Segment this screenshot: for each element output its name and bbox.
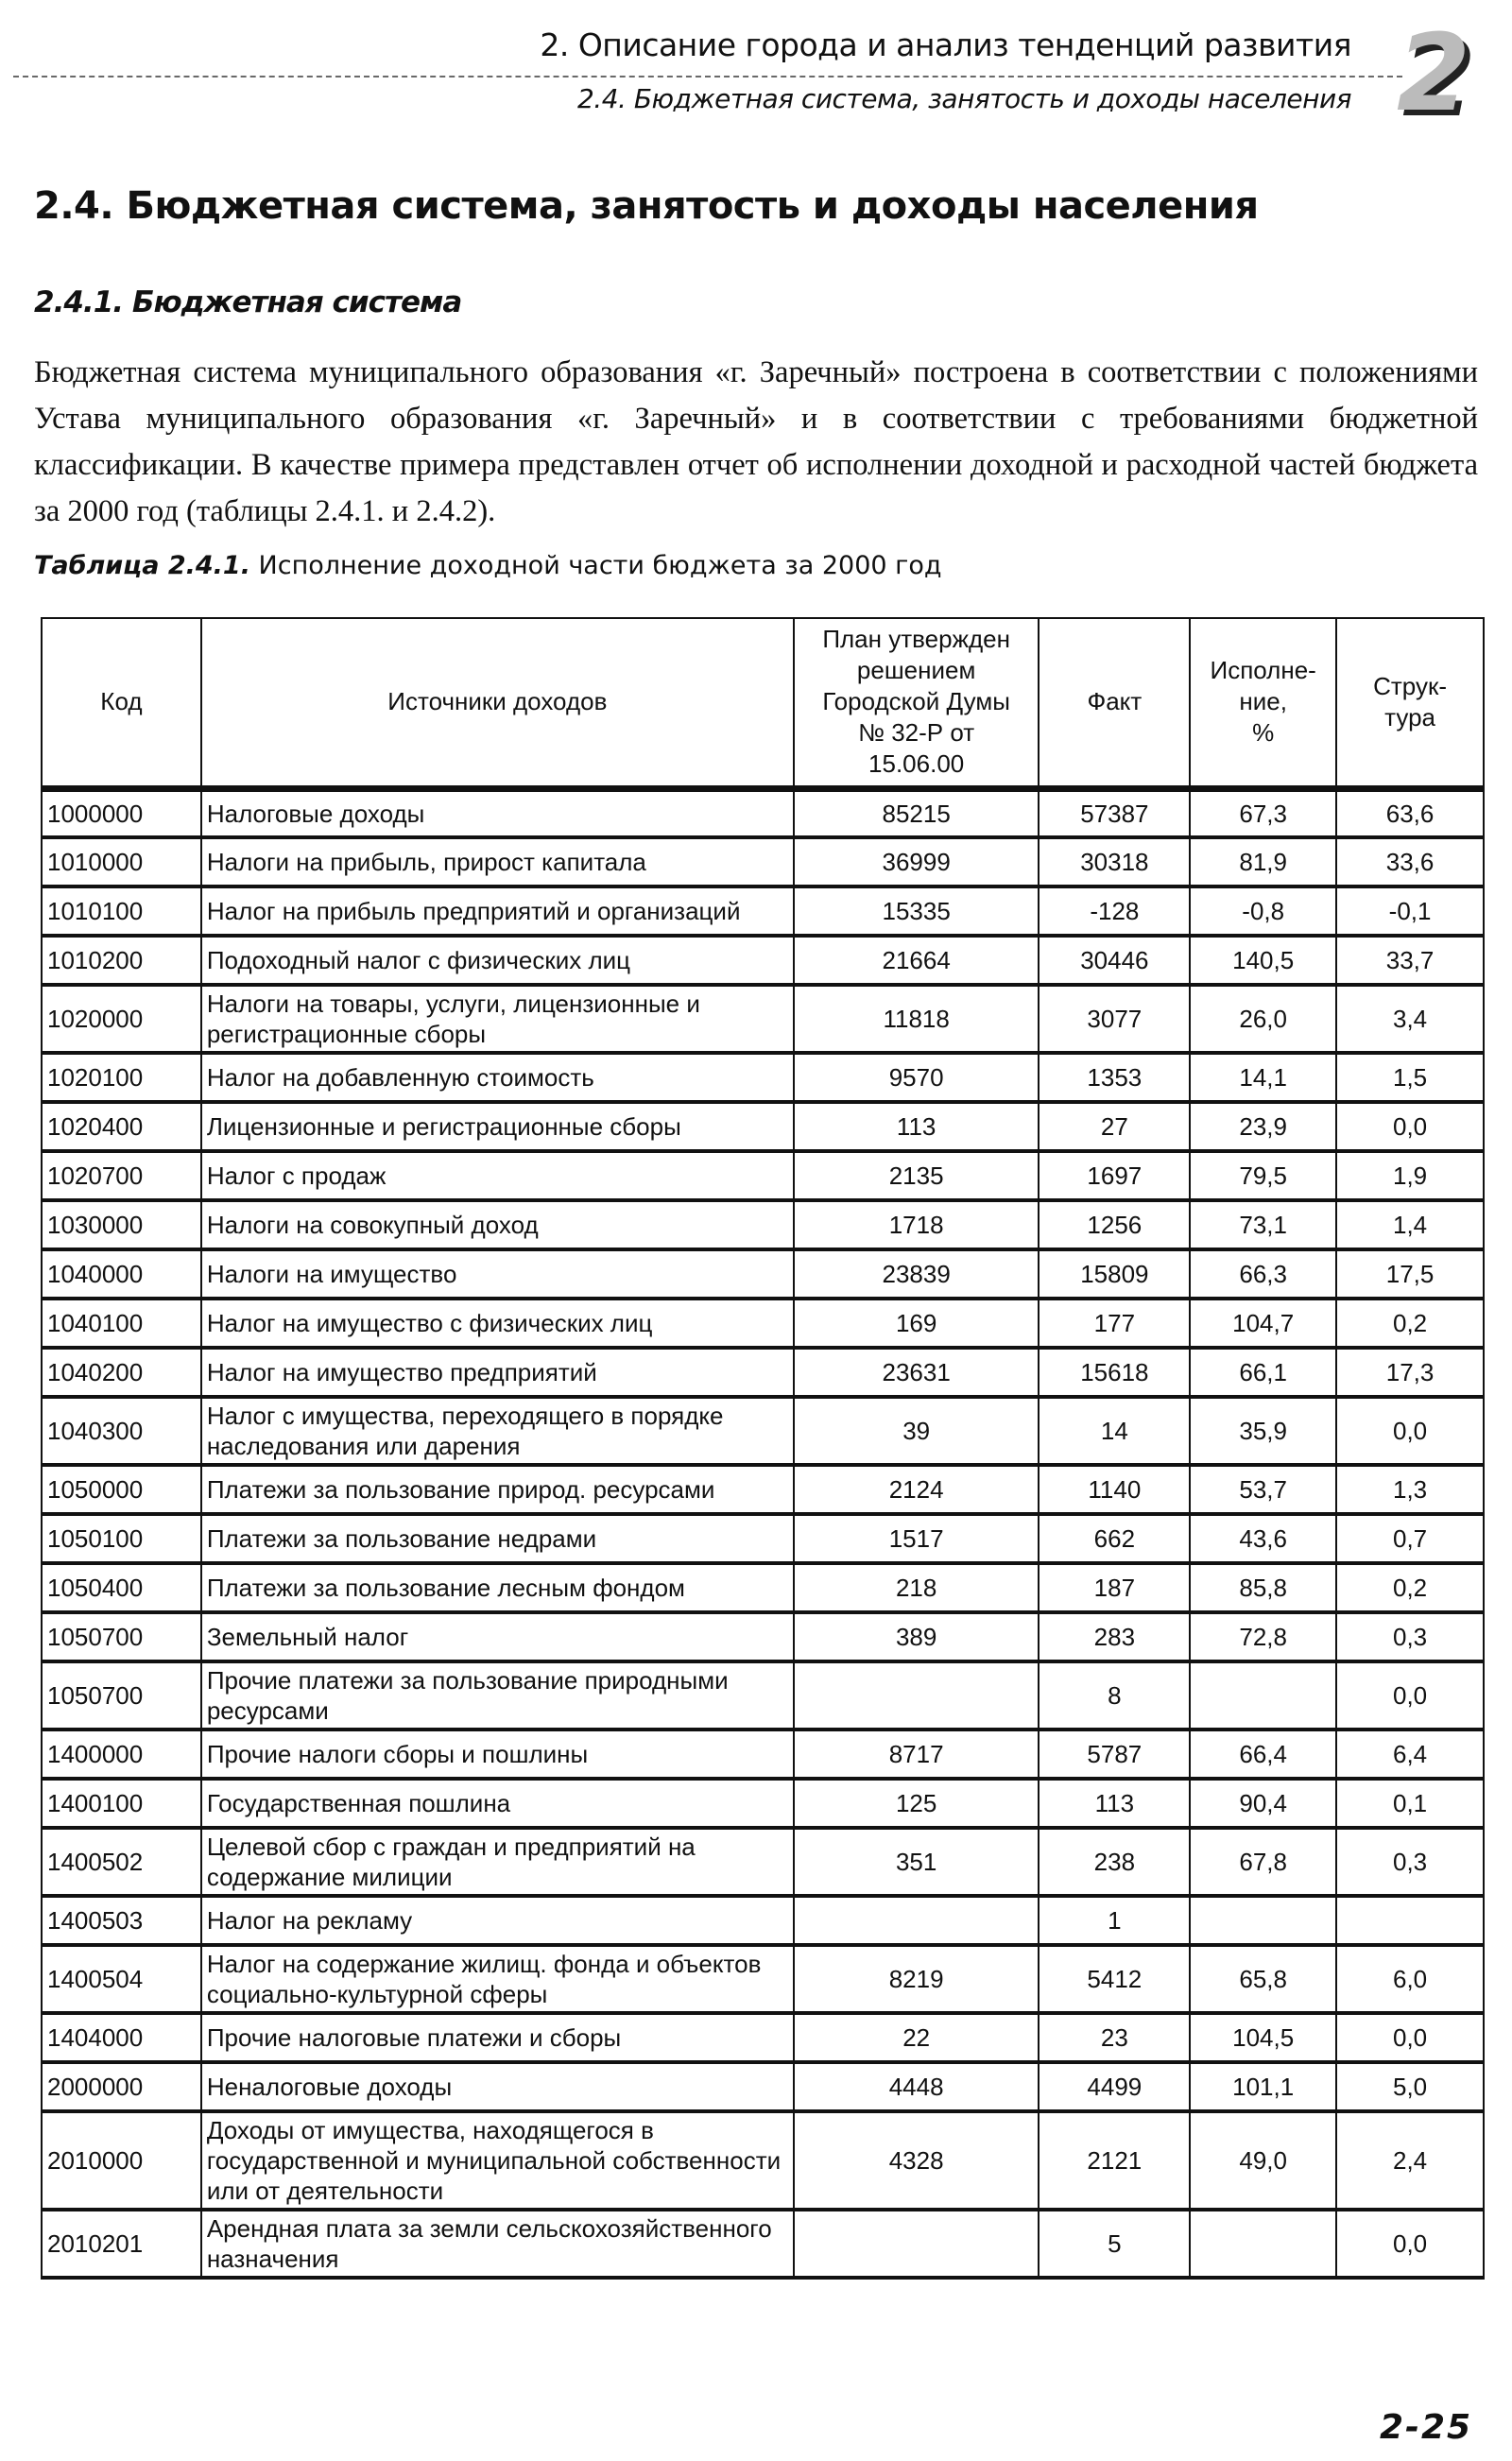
cell-fact: 1256 [1039, 1200, 1190, 1249]
table-row [42, 1151, 1484, 1200]
cell-code: 2010201 [42, 2210, 201, 2278]
cell-structure: 5,0 [1336, 2062, 1484, 2111]
cell-fact: 4499 [1039, 2062, 1190, 2111]
cell-code: 1400504 [42, 1945, 201, 2013]
table-row [42, 1053, 1484, 1102]
cell-execution: 140,5 [1190, 936, 1336, 985]
cell-fact: 2121 [1039, 2111, 1190, 2210]
cell-execution: -0,8 [1190, 886, 1336, 936]
cell-source: Лицензионные и регистрационные сборы [201, 1102, 794, 1151]
cell-plan [794, 1661, 1040, 1730]
cell-fact: 30446 [1039, 936, 1190, 985]
header-fact: Факт [1039, 618, 1190, 788]
cell-source: Подоходный налог с физических лиц [201, 936, 794, 985]
cell-execution: 66,1 [1190, 1348, 1336, 1397]
cell-source: Прочие платежи за пользование природными ресурсами [201, 1661, 794, 1730]
table-row [42, 837, 1484, 886]
cell-fact: 14 [1039, 1397, 1190, 1465]
cell-fact: 1 [1039, 1896, 1190, 1945]
cell-execution: 90,4 [1190, 1779, 1336, 1828]
cell-plan: 351 [794, 1828, 1040, 1896]
cell-fact: 113 [1039, 1779, 1190, 1828]
cell-fact: 1353 [1039, 1053, 1190, 1102]
cell-code: 1400100 [42, 1779, 201, 1828]
cell-execution: 23,9 [1190, 1102, 1336, 1151]
table-row [42, 1896, 1484, 1945]
budget-income-table [41, 617, 1485, 2280]
cell-code: 1400502 [42, 1828, 201, 1896]
running-head-divider [13, 76, 1402, 77]
cell-code: 1020100 [42, 1053, 201, 1102]
cell-plan: 113 [794, 1102, 1040, 1151]
table-row [42, 1828, 1484, 1896]
cell-source: Неналоговые доходы [201, 2062, 794, 2111]
cell-code: 1040300 [42, 1397, 201, 1465]
cell-plan: 4448 [794, 2062, 1040, 2111]
cell-source: Налог на содержание жилищ. фонда и объектов социально-культурной сферы [201, 1945, 794, 2013]
cell-source: Налог на добавленную стоимость [201, 1053, 794, 1102]
cell-structure: 63,6 [1336, 788, 1484, 837]
cell-plan: 15335 [794, 886, 1040, 936]
cell-structure: 3,4 [1336, 985, 1484, 1053]
cell-source: Налог с имущества, переходящего в порядке наследования или дарения [201, 1397, 794, 1465]
cell-execution: 49,0 [1190, 2111, 1336, 2210]
cell-source: Платежи за пользование природ. ресурсами [201, 1465, 794, 1514]
cell-fact: 1140 [1039, 1465, 1190, 1514]
table-caption-label: Таблица 2.4.1. [34, 551, 250, 580]
cell-execution: 65,8 [1190, 1945, 1336, 2013]
cell-plan: 2124 [794, 1465, 1040, 1514]
cell-source: Налоги на имущество [201, 1249, 794, 1299]
cell-plan: 21664 [794, 936, 1040, 985]
cell-code: 1050700 [42, 1612, 201, 1661]
cell-execution: 66,3 [1190, 1249, 1336, 1299]
cell-structure: 33,7 [1336, 936, 1484, 985]
cell-plan: 4328 [794, 2111, 1040, 2210]
cell-code: 1050100 [42, 1514, 201, 1563]
cell-plan: 36999 [794, 837, 1040, 886]
cell-structure [1336, 1896, 1484, 1945]
table-row [42, 1299, 1484, 1348]
cell-structure: 0,0 [1336, 1102, 1484, 1151]
cell-execution: 81,9 [1190, 837, 1336, 886]
table-row [42, 1348, 1484, 1397]
cell-fact: 23 [1039, 2013, 1190, 2062]
table-row [42, 2062, 1484, 2111]
cell-plan: 8717 [794, 1730, 1040, 1779]
cell-plan: 85215 [794, 788, 1040, 837]
chapter-number-badge-icon: 2 [1397, 12, 1470, 135]
cell-source: Прочие налоговые платежи и сборы [201, 2013, 794, 2062]
table-row [42, 985, 1484, 1053]
table-row [42, 936, 1484, 985]
cell-structure: 6,4 [1336, 1730, 1484, 1779]
cell-source: Арендная плата за земли сельскохозяйственного назначения [201, 2210, 794, 2278]
cell-source: Налоги на прибыль, прирост капитала [201, 837, 794, 886]
table-row [42, 1102, 1484, 1151]
table-row [42, 1945, 1484, 2013]
cell-structure: 1,9 [1336, 1151, 1484, 1200]
cell-execution [1190, 1661, 1336, 1730]
cell-code: 2010000 [42, 2111, 201, 2210]
cell-source: Доходы от имущества, находящегося в государственной и муниципальной собственности или от деятельности [201, 2111, 794, 2210]
cell-execution: 85,8 [1190, 1563, 1336, 1612]
subsection-title: 2.4.1. Бюджетная система [34, 285, 462, 319]
cell-execution: 104,7 [1190, 1299, 1336, 1348]
cell-structure: 0,0 [1336, 2013, 1484, 2062]
cell-fact: 8 [1039, 1661, 1190, 1730]
cell-fact: 187 [1039, 1563, 1190, 1612]
cell-fact: 283 [1039, 1612, 1190, 1661]
cell-structure: 0,3 [1336, 1828, 1484, 1896]
cell-source: Налог на прибыль предприятий и организаций [201, 886, 794, 936]
table-row [42, 1779, 1484, 1828]
cell-execution [1190, 1896, 1336, 1945]
cell-structure: 0,2 [1336, 1563, 1484, 1612]
cell-code: 2000000 [42, 2062, 201, 2111]
cell-source: Платежи за пользование недрами [201, 1514, 794, 1563]
table-row [42, 788, 1484, 837]
cell-structure: 17,5 [1336, 1249, 1484, 1299]
cell-plan: 169 [794, 1299, 1040, 1348]
table-header-row [42, 618, 1484, 788]
header-plan: План утвержден решением Городской Думы № 32-Р от 15.06.00 [794, 618, 1040, 788]
cell-execution: 79,5 [1190, 1151, 1336, 1200]
header-source: Источники доходов [201, 618, 794, 788]
cell-plan: 2135 [794, 1151, 1040, 1200]
table-row [42, 1563, 1484, 1612]
cell-fact: 1697 [1039, 1151, 1190, 1200]
cell-plan: 23839 [794, 1249, 1040, 1299]
cell-execution: 35,9 [1190, 1397, 1336, 1465]
cell-source: Государственная пошлина [201, 1779, 794, 1828]
cell-code: 1040200 [42, 1348, 201, 1397]
cell-structure: 0,2 [1336, 1299, 1484, 1348]
cell-source: Налог на имущество с физических лиц [201, 1299, 794, 1348]
cell-plan: 39 [794, 1397, 1040, 1465]
running-head-section: 2.4. Бюджетная система, занятость и доходы населения [576, 83, 1351, 114]
cell-plan: 1517 [794, 1514, 1040, 1563]
cell-source: Земельный налог [201, 1612, 794, 1661]
cell-plan: 8219 [794, 1945, 1040, 2013]
cell-plan: 11818 [794, 985, 1040, 1053]
cell-code: 1050000 [42, 1465, 201, 1514]
cell-execution [1190, 2210, 1336, 2278]
cell-source: Налог на имущество предприятий [201, 1348, 794, 1397]
cell-fact: 238 [1039, 1828, 1190, 1896]
header-code: Код [42, 618, 201, 788]
table-row [42, 2111, 1484, 2210]
table-row [42, 2013, 1484, 2062]
cell-source: Налог с продаж [201, 1151, 794, 1200]
cell-execution: 66,4 [1190, 1730, 1336, 1779]
cell-execution: 67,8 [1190, 1828, 1336, 1896]
cell-source: Платежи за пользование лесным фондом [201, 1563, 794, 1612]
cell-structure: 2,4 [1336, 2111, 1484, 2210]
table-row [42, 1612, 1484, 1661]
body-paragraph: Бюджетная система муниципального образования «г. Заречный» построена в соответствии с положениями Устава муниципального образования «г. Заречный» и в соответствии с требованиями бюджетной классификации. В качестве примера представлен отчет об исполнении доходной и расходной частей бюджета за 2000 год (таблицы 2.4.1. и 2.4.2). [34, 355, 1478, 528]
cell-code: 1030000 [42, 1200, 201, 1249]
table-row [42, 1249, 1484, 1299]
cell-structure: 0,1 [1336, 1779, 1484, 1828]
cell-code: 1040100 [42, 1299, 201, 1348]
cell-code: 1020400 [42, 1102, 201, 1151]
running-head-chapter: 2. Описание города и анализ тенденций развития [540, 26, 1351, 63]
cell-code: 1050700 [42, 1661, 201, 1730]
table-body [42, 788, 1484, 2278]
cell-fact: 57387 [1039, 788, 1190, 837]
cell-execution: 14,1 [1190, 1053, 1336, 1102]
cell-execution: 26,0 [1190, 985, 1336, 1053]
cell-fact: 15618 [1039, 1348, 1190, 1397]
cell-source: Налоги на совокупный доход [201, 1200, 794, 1249]
cell-execution: 67,3 [1190, 788, 1336, 837]
cell-execution: 53,7 [1190, 1465, 1336, 1514]
cell-fact: 5787 [1039, 1730, 1190, 1779]
table-row [42, 1514, 1484, 1563]
cell-structure: 1,4 [1336, 1200, 1484, 1249]
cell-fact: 15809 [1039, 1249, 1190, 1299]
cell-plan: 23631 [794, 1348, 1040, 1397]
header-execution: Исполне- ние, % [1190, 618, 1336, 788]
cell-plan: 389 [794, 1612, 1040, 1661]
cell-code: 1400503 [42, 1896, 201, 1945]
table-row [42, 1661, 1484, 1730]
table-row [42, 1397, 1484, 1465]
cell-execution: 73,1 [1190, 1200, 1336, 1249]
cell-code: 1010100 [42, 886, 201, 936]
cell-code: 1400000 [42, 1730, 201, 1779]
cell-code: 1010000 [42, 837, 201, 886]
page-number: 2-25 [1380, 2408, 1473, 2447]
cell-code: 1040000 [42, 1249, 201, 1299]
cell-structure: 0,7 [1336, 1514, 1484, 1563]
cell-code: 1010200 [42, 936, 201, 985]
cell-source: Прочие налоги сборы и пошлины [201, 1730, 794, 1779]
cell-structure: 6,0 [1336, 1945, 1484, 2013]
cell-structure: 1,3 [1336, 1465, 1484, 1514]
cell-plan: 218 [794, 1563, 1040, 1612]
table-caption [34, 551, 942, 580]
cell-fact: 5412 [1039, 1945, 1190, 2013]
cell-source: Налоговые доходы [201, 788, 794, 837]
cell-fact: -128 [1039, 886, 1190, 936]
cell-structure: 0,0 [1336, 2210, 1484, 2278]
cell-code: 1050400 [42, 1563, 201, 1612]
cell-plan: 22 [794, 2013, 1040, 2062]
cell-fact: 30318 [1039, 837, 1190, 886]
table-row [42, 886, 1484, 936]
cell-fact: 662 [1039, 1514, 1190, 1563]
cell-code: 1020000 [42, 985, 201, 1053]
header-structure: Струк- тура [1336, 618, 1484, 788]
cell-code: 1000000 [42, 788, 201, 837]
cell-plan [794, 1896, 1040, 1945]
cell-structure: 0,0 [1336, 1661, 1484, 1730]
cell-plan: 9570 [794, 1053, 1040, 1102]
cell-structure: 17,3 [1336, 1348, 1484, 1397]
cell-plan [794, 2210, 1040, 2278]
table-row [42, 1200, 1484, 1249]
cell-execution: 101,1 [1190, 2062, 1336, 2111]
table-row [42, 2210, 1484, 2278]
cell-execution: 104,5 [1190, 2013, 1336, 2062]
cell-fact: 177 [1039, 1299, 1190, 1348]
cell-structure: -0,1 [1336, 886, 1484, 936]
cell-structure: 0,3 [1336, 1612, 1484, 1661]
cell-fact: 3077 [1039, 985, 1190, 1053]
cell-plan: 125 [794, 1779, 1040, 1828]
section-title: 2.4. Бюджетная система, занятость и доходы населения [34, 184, 1259, 228]
cell-source: Налог на рекламу [201, 1896, 794, 1945]
table-row [42, 1730, 1484, 1779]
cell-structure: 0,0 [1336, 1397, 1484, 1465]
cell-code: 1020700 [42, 1151, 201, 1200]
cell-fact: 27 [1039, 1102, 1190, 1151]
cell-structure: 1,5 [1336, 1053, 1484, 1102]
cell-execution: 72,8 [1190, 1612, 1336, 1661]
cell-structure: 33,6 [1336, 837, 1484, 886]
table-caption-text: Исполнение доходной части бюджета за 2000 год [249, 551, 942, 580]
cell-fact: 5 [1039, 2210, 1190, 2278]
cell-plan: 1718 [794, 1200, 1040, 1249]
cell-source: Налоги на товары, услуги, лицензионные и регистрационные сборы [201, 985, 794, 1053]
cell-code: 1404000 [42, 2013, 201, 2062]
table-row [42, 1465, 1484, 1514]
cell-source: Целевой сбор с граждан и предприятий на содержание милиции [201, 1828, 794, 1896]
cell-execution: 43,6 [1190, 1514, 1336, 1563]
